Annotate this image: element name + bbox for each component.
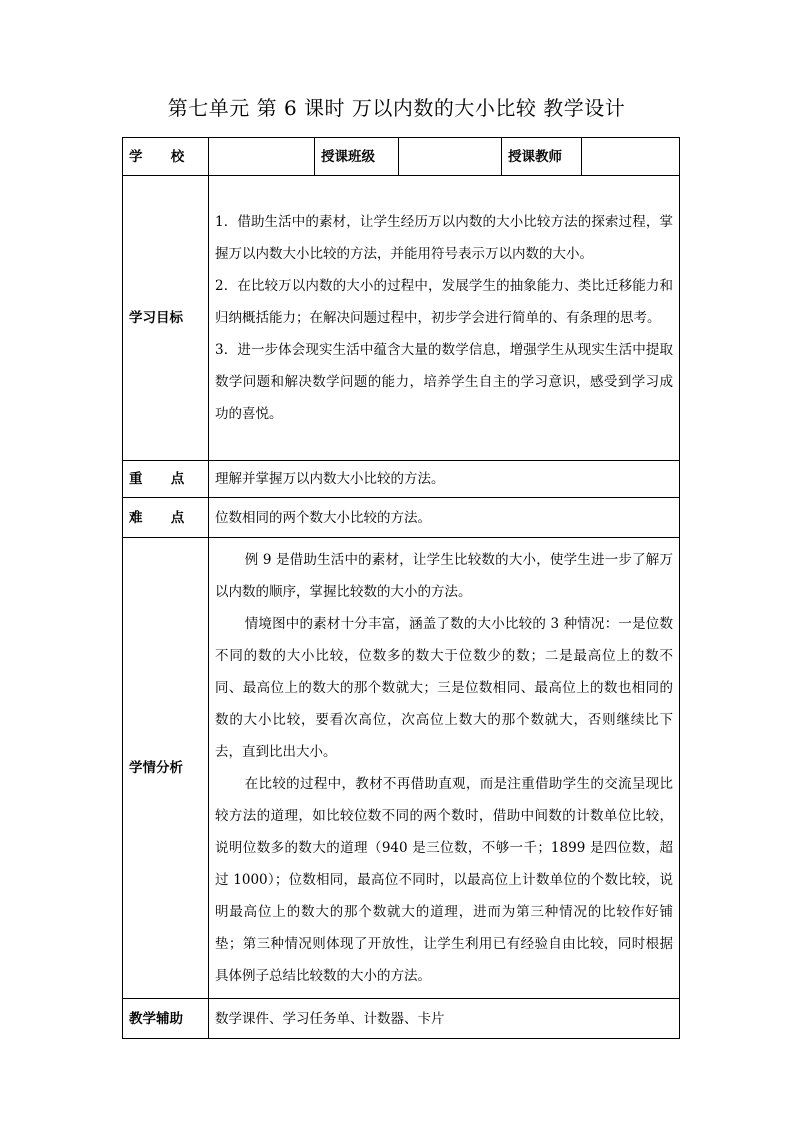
goal-item-3: 3．进一步体会现实生活中蕴含大量的数学信息，增强学生从现实生活中提取数学问题和解决数学问题的能力，培养学生自主的学习意识，感受到学习成功的喜悦。 [215, 342, 673, 422]
teacher-label: 授课教师 [508, 148, 562, 165]
difficulty-text: 位数相同的两个数大小比较的方法。 [209, 498, 680, 538]
aids-label-cell [123, 999, 209, 1039]
aids-text: 数学课件、学习任务单、计数器、卡片 [209, 999, 680, 1039]
difficulty-label: 难 点 [129, 509, 185, 526]
analysis-label: 学情分析 [129, 760, 183, 776]
difficulty-label-cell [123, 498, 209, 538]
difficulty-row [123, 498, 680, 538]
goal-item-1: 1．借助生活中的素材，让学生经历万以内数的大小比较方法的探索过程，掌握万以内数大小比较的方法，并能用符号表示万以内数的大小。 [215, 214, 673, 262]
class-value-cell[interactable] [399, 138, 502, 176]
school-label-cell [123, 138, 209, 176]
analysis-content-cell [209, 538, 680, 999]
teacher-value-cell[interactable] [582, 138, 680, 176]
goals-content-cell [209, 176, 680, 461]
header-row [123, 138, 680, 176]
key-point-text: 理解并掌握万以内数大小比较的方法。 [209, 461, 680, 498]
goals-label-cell [123, 176, 209, 461]
goals-row [123, 176, 680, 461]
analysis-paragraph-2: 情境图中的素材十分丰富，涵盖了数的大小比较的 3 种情况：一是位数不同的数的大小比较，位数多的数大于位数少的数；二是最高位上的数不同、最高位上的数大的那个数就大；三是位数相同、最高位上的数也相同的数的大小比较，要看次高位，次高位上数大的那个数就大，否则继续比下去，直到比出大小。 [215, 616, 673, 760]
lesson-plan-table [122, 137, 680, 1039]
school-value-cell[interactable] [209, 138, 315, 176]
aids-label: 教学辅助 [129, 1010, 183, 1027]
page-title: 第七单元 第 6 课时 万以内数的大小比较 教学设计 [167, 96, 626, 120]
goals-label: 学习目标 [129, 310, 183, 326]
teacher-label-cell [502, 138, 582, 176]
analysis-paragraph-3: 在比较的过程中，教材不再借助直观，而是注重借助学生的交流呈现比较方法的道理，如比较位数不同的两个数时，借助中间数的计数单位比较，说明位数多的数大的道理（940 是三位数，不够一千；1899 是四位数，超过 1000）；位数相同，最高位不同时，以最高位上计数单位的个数比较，说明最高位上的数大的那个数就大的道理，进而为第三种情况的比较作好铺垫；第三种情况则体现了开放性，让学生利用已有经验自由比较，同时根据具体例子总结比较数的大小的方法。 [215, 776, 673, 984]
key-point-row [123, 461, 680, 498]
analysis-row [123, 538, 680, 999]
analysis-paragraph-1: 例 9 是借助生活中的素材，让学生比较数的大小，使学生进一步了解万以内数的顺序，掌握比较数的大小的方法。 [215, 552, 673, 600]
analysis-label-cell [123, 538, 209, 999]
class-label: 授课班级 [321, 148, 375, 165]
school-label: 学 校 [129, 148, 185, 165]
goal-item-2: 2．在比较万以内数的大小的过程中，发展学生的抽象能力、类比迁移能力和归纳概括能力；在解决问题过程中，初步学会进行简单的、有条理的思考。 [215, 278, 673, 326]
key-point-label-cell [123, 461, 209, 498]
class-label-cell [315, 138, 399, 176]
key-point-label: 重 点 [129, 471, 185, 487]
aids-row [123, 999, 680, 1039]
